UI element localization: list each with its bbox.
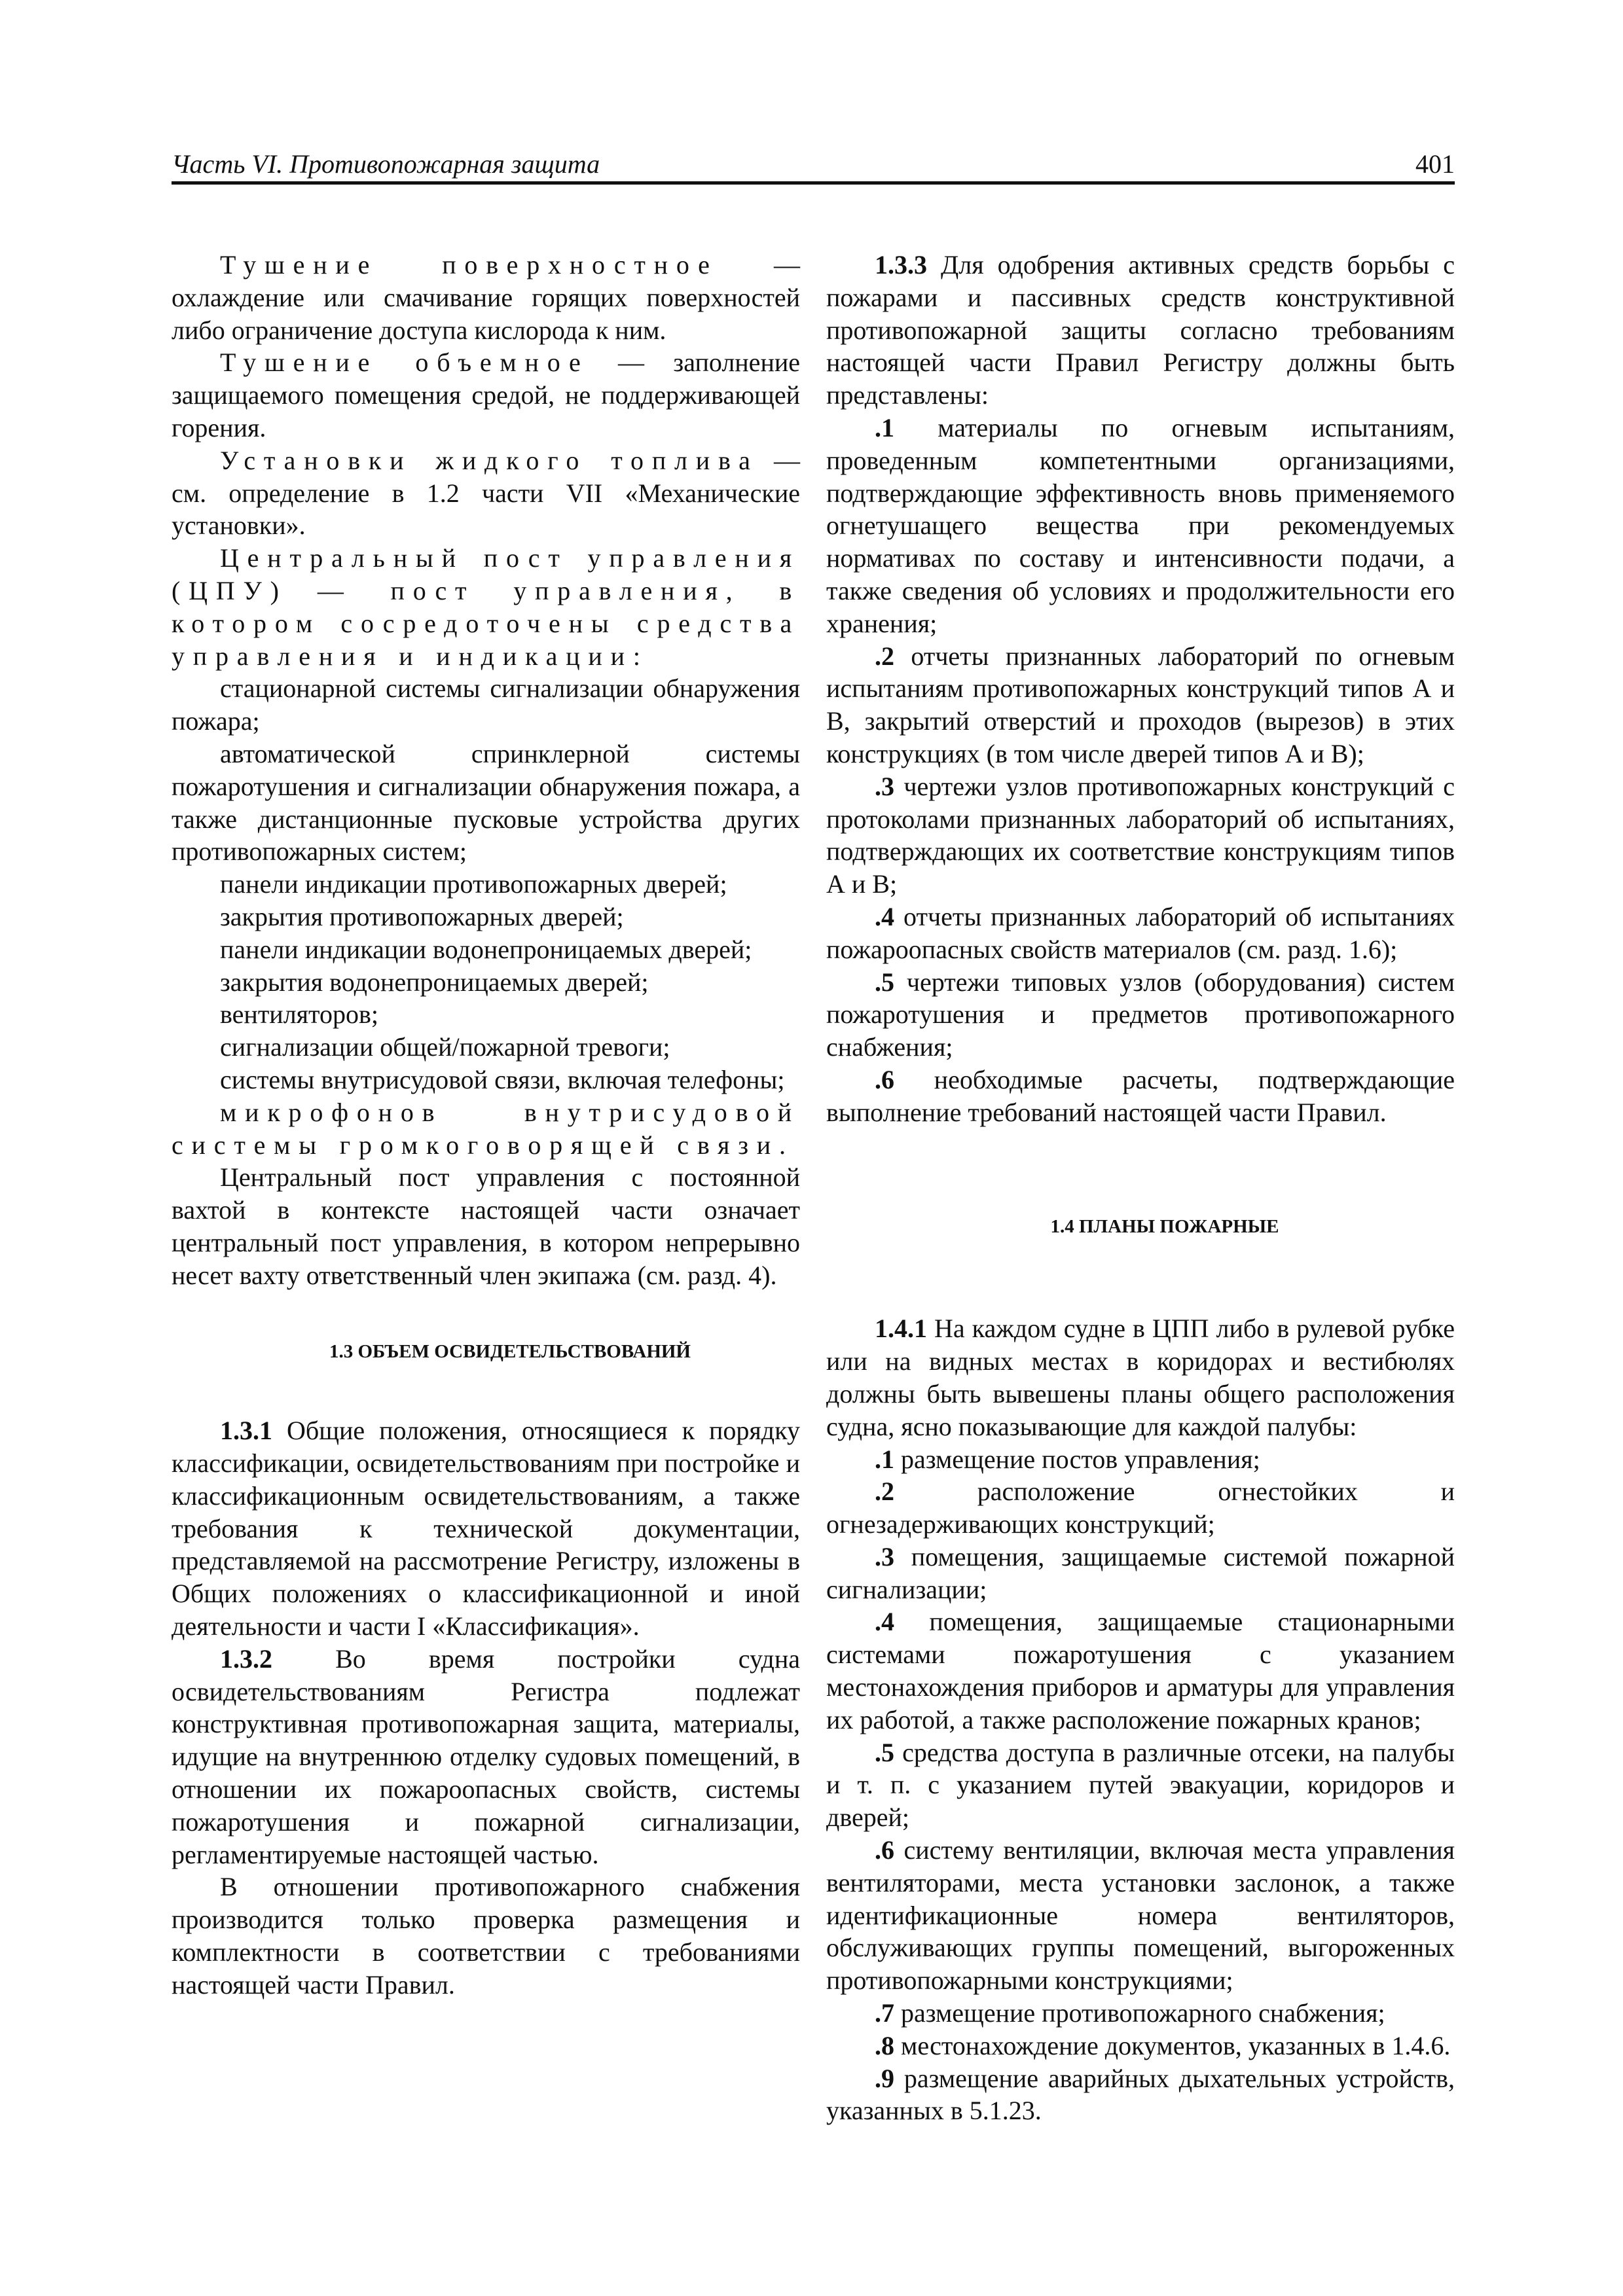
term: Установки жидкого топлива <box>220 445 759 475</box>
definition-surface-extinguishing <box>172 249 800 346</box>
item-number: .5 <box>875 1737 894 1767</box>
list-item <box>826 640 1455 770</box>
paragraph-fire-supply: В отношении противопожарного снабжения производится только проверка размещения и комплектности в соответствии с требованиями настоящей части Правил. <box>172 1872 800 2000</box>
list-item: панели индикации водонепроницаемых дверей; <box>220 934 752 964</box>
clause-text: Для одобрения активных средств борьбы с пожарами и пассивных средств конструктивной противопожарной защиты согласно требованиям настоящей части Правил Регистру должны быть представлены: <box>826 250 1455 410</box>
item-text: чертежи узлов противопожарных конструкций с протоколами признанных лабораторий об испытаниях, подтверждающих их соответствие конструкциям типов А и В; <box>826 771 1455 899</box>
definition-text: — охлаждение или смачивание горящих поверхностей либо ограничение доступа кислорода к ним. <box>172 250 800 345</box>
item-text: размещение постов управления; <box>901 1444 1260 1474</box>
term: Центральный пост управления (ЦПУ) <box>172 543 800 605</box>
item-text: средства доступа в различные отсеки, на палубы и т. п. с указанием путей эвакуации, коридоров и дверей; <box>826 1737 1455 1833</box>
item-number: .4 <box>875 1607 894 1637</box>
clause-text: Общие положения, относящиеся к порядку классификации, освидетельствованиям при постройке и классификационным освидетельствованиям, а также требования к технической документации, представляемой на рассмотрение Регистру, изложены в Общих положениях о классификационной и иной деятельности и части I «Классификация». <box>172 1416 800 1641</box>
clause-number: 1.3.3 <box>875 250 927 279</box>
paragraph-central-post: Центральный пост управления с постоянной вахтой в контексте настоящей части означает центральный пост управления, в котором непрерывно несет вахту ответственный член экипажа (см. разд. 4). <box>172 1162 800 1290</box>
item-text: отчеты признанных лабораторий по огневым испытаниям противопожарных конструкций типов А и В, закрытий отверстий и проходов (вырезов) в этих конструкциях (в том числе дверей типов А и В); <box>826 641 1455 768</box>
item-text: систему вентиляции, включая места управления вентиляторами, места установки заслонок, а также идентификационные номера вентиляторов, обслуживающих группы помещений, выгороженных противопожарными конструкциями; <box>826 1835 1455 1996</box>
list-item <box>826 1736 1455 1834</box>
item-number: .4 <box>875 901 894 931</box>
list-item: микрофонов внутрисудовой системы громкоговорящей связи. <box>172 1097 800 1160</box>
list-item: стационарной системы сигнализации обнаружения пожара; <box>172 673 800 736</box>
list-item <box>826 412 1455 640</box>
list-item: панели индикации противопожарных дверей; <box>220 869 727 899</box>
item-text: местонахождение документов, указанных в 1.4.6. <box>901 2030 1451 2060</box>
spacer <box>826 1129 1455 1155</box>
item-text: размещение противопожарного снабжения; <box>901 1998 1385 2028</box>
item-number: .1 <box>875 1444 894 1474</box>
item-text: помещения, защищаемые системой пожарной сигнализации; <box>826 1541 1455 1604</box>
list-item <box>826 901 1455 966</box>
section-heading-1-3: 1.3 ОБЪЕМ ОСВИДЕТЕЛЬСТВОВАНИЙ <box>329 1340 691 1362</box>
term: Тушение поверхностное <box>220 250 718 279</box>
item-text: чертежи типовых узлов (оборудования) систем пожаротушения и предметов противопожарного снабжения; <box>826 967 1455 1062</box>
list-item: системы внутрисудовой связи, включая телефоны; <box>220 1064 785 1094</box>
list-item: закрытия противопожарных дверей; <box>220 901 624 931</box>
item-number: .1 <box>875 412 894 442</box>
list-item <box>826 1834 1455 1997</box>
clause-number: 1.3.1 <box>220 1416 272 1446</box>
list-item: закрытия водонепроницаемых дверей; <box>220 967 649 997</box>
clause-text: На каждом судне в ЦПП либо в рулевой рубке или на видных местах в коридорах и вестибюлях должны быть вывешены планы общего расположения судна, ясно показывающие для каждой палубы: <box>826 1314 1455 1441</box>
list-item <box>826 1064 1455 1129</box>
item-number: .8 <box>875 2030 894 2060</box>
item-text: необходимые расчеты, подтверждающие выполнение требований настоящей части Правил. <box>826 1064 1455 1127</box>
list-item <box>826 1475 1455 1541</box>
item-number: .6 <box>875 1064 894 1094</box>
paragraph-1-4-1 <box>826 1312 1455 1443</box>
paragraph-1-3-2 <box>172 1643 800 1871</box>
item-number: .3 <box>875 1541 894 1571</box>
list-item <box>826 2030 1455 2062</box>
list-item <box>826 1997 1455 2030</box>
item-text: отчеты признанных лабораторий об испытаниях пожароопасных свойств материалов (см. разд. 1.6); <box>826 901 1455 964</box>
definition-text: — см. определение в 1.2 части VII «Механические установки». <box>172 445 801 541</box>
item-number: .5 <box>875 967 894 997</box>
item-text: размещение аварийных дыхательных устройств, указанных в 5.1.23. <box>826 2063 1455 2126</box>
item-number: .7 <box>875 1998 894 2028</box>
item-number: .6 <box>875 1835 894 1865</box>
section-heading-1-4: 1.4 ПЛАНЫ ПОЖАРНЫЕ <box>1050 1215 1279 1237</box>
definition-fuel-oil-units <box>172 444 800 542</box>
item-number: .9 <box>875 2063 894 2093</box>
list-item <box>826 1605 1455 1736</box>
list-item <box>826 2062 1455 2128</box>
paragraph-1-3-1 <box>172 1414 800 1643</box>
header-rule <box>172 181 1455 185</box>
item-text: помещения, защищаемые стационарными системами пожаротушения с указанием местонахождения приборов и арматуры для управления их работой, а также расположение пожарных кранов; <box>826 1607 1455 1734</box>
definition-central-control-station <box>172 542 800 672</box>
list-item: автоматической спринклерной системы пожаротушения и сигнализации обнаружения пожара, а также дистанционные пусковые устройства других противопожарных систем; <box>172 738 800 867</box>
list-item <box>826 966 1455 1064</box>
running-header <box>172 149 1455 179</box>
item-text: расположение огнестойких и огнезадерживающих конструкций; <box>826 1477 1455 1539</box>
list-item <box>826 1443 1455 1476</box>
page-number: 401 <box>1415 149 1455 179</box>
definition-text: — пост управления, в котором сосредоточены средства управления и индикации: <box>172 575 801 671</box>
clause-number: 1.4.1 <box>875 1314 927 1344</box>
item-number: .2 <box>875 1477 894 1507</box>
item-text: материалы по огневым испытаниям, проведенным компетентными организациями, подтверждающие эффективность вновь применяемого огнетушащего вещества при рекомендуемых нормативах по составу и интенсивности подачи, а также сведения об условиях и продолжительности его хранения; <box>826 412 1455 638</box>
paragraph-1-3-3 <box>826 249 1455 412</box>
header-title: Часть VI. Противопожарная защита <box>172 149 600 179</box>
list-item <box>826 1541 1455 1606</box>
item-number: .3 <box>875 771 894 801</box>
list-item: вентиляторов; <box>220 999 379 1030</box>
left-column <box>172 249 800 2001</box>
list-item <box>826 770 1455 901</box>
clause-number: 1.3.2 <box>220 1643 272 1674</box>
definition-volume-extinguishing <box>172 346 800 444</box>
right-column <box>826 249 1455 2127</box>
list-item: сигнализации общей/пожарной тревоги; <box>220 1032 670 1062</box>
definition-text: — заполнение защищаемого помещения средой, не поддерживающей горения. <box>172 348 801 442</box>
term: Тушение объемное <box>220 348 589 378</box>
item-number: .2 <box>875 641 894 671</box>
clause-text: Во время постройки судна освидетельствованиям Регистра подлежат конструктивная противопожарная защита, материалы, идущие на внутреннюю отделку судовых помещений, в отношении их пожароопасных свойств, системы пожаротушения и пожарной сигнализации, регламентируемые настоящей частью. <box>172 1643 800 1869</box>
